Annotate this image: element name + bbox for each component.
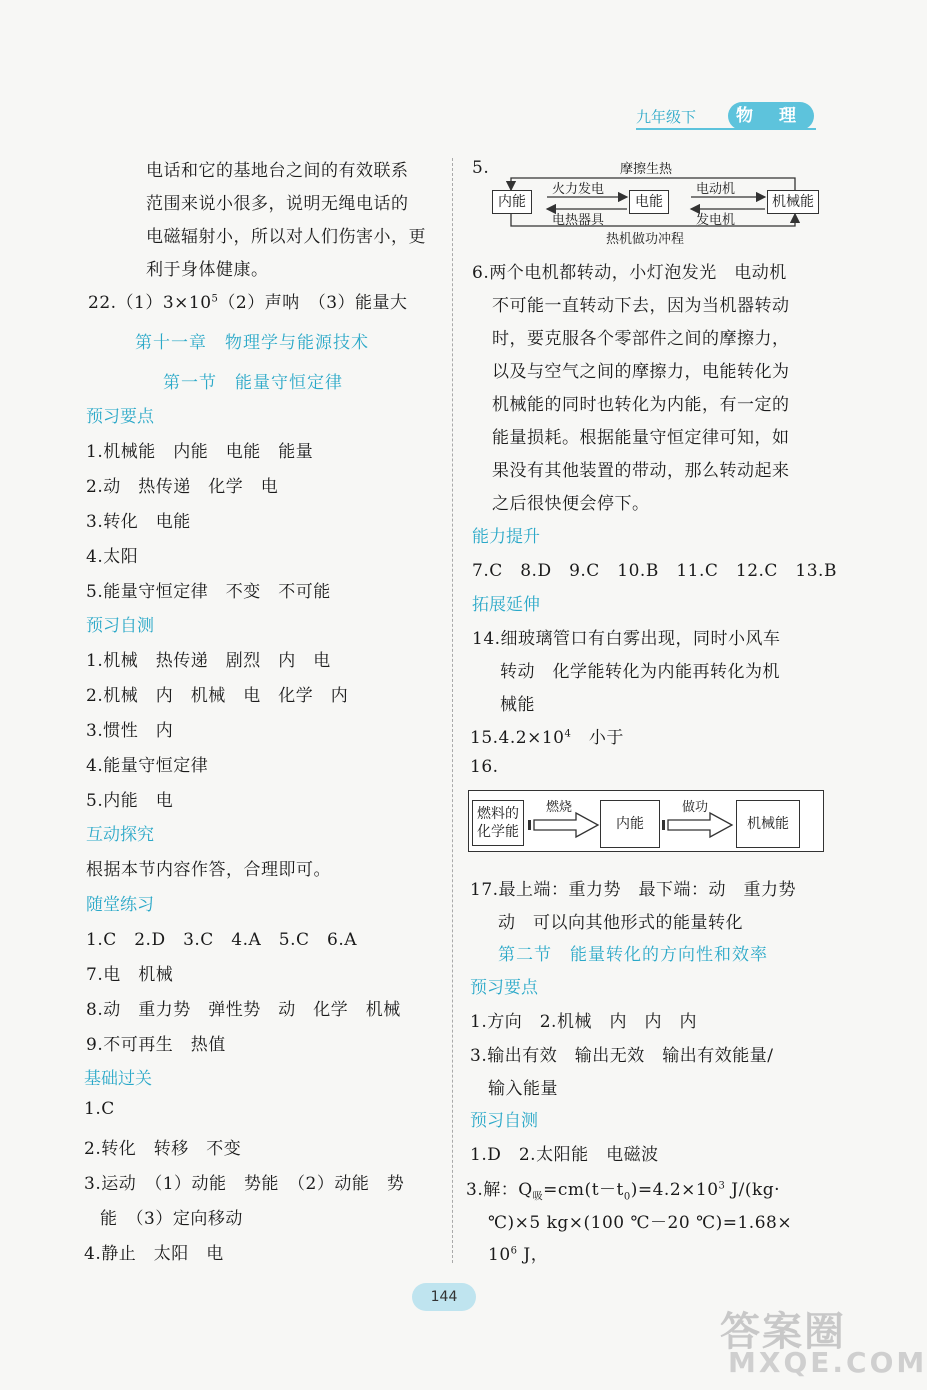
q14-line-3: 械能 [500, 695, 535, 715]
diag16-label-zuogong: 做功 [682, 800, 709, 815]
q15 [470, 723, 624, 748]
hudong-text: 根据本节内容作答，合理即可。 [86, 860, 331, 880]
q3-l3b: J， [517, 1245, 549, 1265]
q3-l1exp: 3 [718, 1180, 726, 1192]
diag5-label-diandongji: 电动机 [696, 182, 736, 197]
yxyd2-1: 1.方向 2.机械 内 内 内 [470, 1012, 697, 1032]
q14-line-1: 14.细玻璃管口有白雾出现，同时小风车 [472, 629, 781, 649]
cont-line-1: 电话和它的基地台之间的有效联系 [146, 161, 409, 181]
subject-badge: 物 理 [728, 102, 814, 130]
cont-line-2: 范围来说小很多，说明无绳电话的 [146, 194, 409, 214]
watermark-logo: 答案圈 [720, 1309, 846, 1355]
q22-rest: （2）声呐 （3）能量大 [218, 293, 408, 313]
diag5-label-huoli: 火力发电 [552, 182, 605, 197]
q3-line-2: ℃)×5 kg×(100 ℃－20 ℃)=1.68× [488, 1213, 793, 1233]
yxzc-5: 5.内能 电 [86, 791, 174, 811]
q3-l1b: =cm(t－t [543, 1180, 624, 1200]
q3-l1d: J/(kg· [725, 1180, 781, 1200]
diag5-bottom-label: 热机做功冲程 [606, 232, 685, 247]
q3-l1a: 3.解：Q [466, 1180, 533, 1200]
heading-nengli: 能力提升 [472, 527, 540, 547]
page-number: 144 [412, 1283, 476, 1311]
q15-exp: 4 [564, 728, 572, 740]
yxzc-3: 3.惯性 内 [86, 721, 174, 741]
section-2-title: 第二节 能量转化的方向性和效率 [498, 945, 768, 965]
heading-yxzc2: 预习自测 [470, 1111, 538, 1131]
yxzc-1: 1.机械 热传递 剧烈 内 电 [86, 651, 331, 671]
section-1-title: 第一节 能量守恒定律 [163, 373, 343, 393]
column-divider [452, 158, 453, 1263]
q14-line-2: 转动 化学能转化为内能再转化为机 [500, 662, 780, 682]
q17-line-1: 17.最上端：重力势 最下端：动 重力势 [470, 880, 797, 900]
nengli-answers: 7.C 8.D 9.C 10.B 11.C 12.C 13.B [472, 561, 837, 581]
heading-suitang: 随堂练习 [86, 895, 154, 915]
heading-yxyd2: 预习要点 [470, 978, 538, 998]
suitang-3: 8.动 重力势 弹性势 动 化学 机械 [86, 1000, 401, 1020]
diag5-box-dianneng: 电能 [629, 190, 669, 214]
cont-line-4: 利于身体健康。 [146, 260, 269, 280]
q6-line-5: 机械能的同时也转化为内能，有一定的 [492, 395, 790, 415]
diag5-label-fadianji: 发电机 [696, 213, 736, 228]
jichu-3b: 能 （3）定向移动 [100, 1209, 243, 1229]
q6-line-3: 时，要克服各个零部件之间的摩擦力， [492, 329, 790, 349]
yxyd2-2: 3.输出有效 输出无效 输出有效能量/ [470, 1046, 774, 1066]
q17-line-2: 动 可以向其他形式的能量转化 [498, 913, 743, 933]
diag5-box-jixieneng: 机械能 [767, 190, 819, 214]
q3-l1sub2: 0 [623, 1191, 631, 1203]
q6-line-7: 果没有其他装置的带动，那么转动起来 [492, 461, 790, 481]
diag16-box-fuel [472, 800, 524, 846]
yxzc-4: 4.能量守恒定律 [86, 756, 209, 776]
cont-line-3: 电磁辐射小，所以对人们伤害小，更 [146, 227, 426, 247]
heading-jichu: 基础过关 [84, 1069, 152, 1089]
q22 [88, 288, 408, 313]
yxyd2-3: 输入能量 [488, 1079, 558, 1099]
diag16-box-jixieneng: 机械能 [736, 800, 800, 848]
diag16-box-neineng: 内能 [600, 800, 660, 848]
yxyd-3: 3.转化 电能 [86, 512, 191, 532]
q15-prefix: 15.4.2×10 [470, 728, 565, 748]
q5-label: 5. [472, 158, 490, 178]
q3-l1c: )=4.2×10 [630, 1180, 719, 1200]
diag5-top-label: 摩擦生热 [620, 162, 673, 177]
suitang-2: 7.电 机械 [86, 965, 174, 985]
q22-exp: 5 [211, 293, 219, 305]
diag5-box-neineng: 内能 [492, 190, 532, 214]
diag5-label-dianre: 电热器具 [552, 213, 605, 228]
yxyd-4: 4.太阳 [86, 547, 139, 567]
heading-yuxi-yaodian: 预习要点 [86, 407, 154, 427]
diag16-box-fuel-line2: 化学能 [477, 824, 519, 840]
q6-line-4: 以及与空气之间的摩擦力，电能转化为 [492, 362, 790, 382]
jichu-1: 1.C [84, 1099, 115, 1119]
yxzc2-1: 1.D 2.太阳能 电磁波 [470, 1145, 659, 1165]
chapter-title: 第十一章 物理学与能源技术 [135, 333, 369, 353]
q3-line-3 [488, 1240, 548, 1265]
q3-line-1 [466, 1175, 780, 1202]
heading-yuxi-zice: 预习自测 [86, 616, 154, 636]
q15-rest: 小于 [571, 728, 624, 748]
yxzc-2: 2.机械 内 机械 电 化学 内 [86, 686, 349, 706]
q16-label: 16. [470, 757, 499, 777]
diag16-box-fuel-line1: 燃料的 [477, 806, 519, 822]
q22-prefix: 22.（1）3×10 [88, 293, 212, 313]
header-rule [636, 128, 816, 130]
suitang-4: 9.不可再生 热值 [86, 1035, 226, 1055]
heading-hudong: 互动探究 [86, 825, 154, 845]
jichu-2: 2.转化 转移 不变 [84, 1139, 242, 1159]
yxyd-2: 2.动 热传递 化学 电 [86, 477, 279, 497]
jichu-3: 3.运动 （1）动能 势能 （2）动能 势 [84, 1174, 405, 1194]
q6-line-6: 能量损耗。根据能量守恒定律可知，如 [492, 428, 790, 448]
yxyd-5: 5.能量守恒定律 不变 不可能 [86, 582, 331, 602]
q6-line-8: 之后很快便会停下。 [492, 494, 650, 514]
grade-label: 九年级下 [636, 108, 697, 126]
jichu-4: 4.静止 太阳 电 [84, 1244, 224, 1264]
watermark-url: MXQE.COM [728, 1346, 927, 1379]
diag16-label-ranshao: 燃烧 [546, 800, 573, 815]
suitang-1: 1.C 2.D 3.C 4.A 5.C 6.A [86, 930, 358, 950]
q6-line-1: 6.两个电机都转动，小灯泡发光 电动机 [472, 263, 787, 283]
q6-line-2: 不可能一直转动下去，因为当机器转动 [492, 296, 790, 316]
q3-l1sub: 吸 [532, 1191, 544, 1203]
yxyd-1: 1.机械能 内能 电能 能量 [86, 442, 314, 462]
q3-l3a: 10 [488, 1245, 511, 1265]
heading-tuozhan: 拓展延伸 [472, 595, 540, 615]
q3-l3exp: 6 [510, 1245, 518, 1257]
